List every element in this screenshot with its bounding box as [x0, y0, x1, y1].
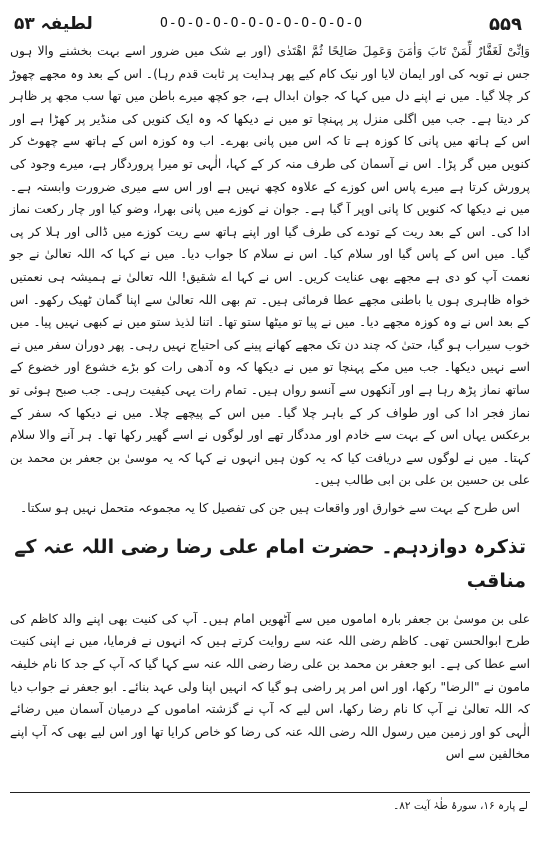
page-header — [10, 10, 530, 40]
section-heading: تذکرہ دوازدہم۔ حضرت امام علی رضا رضی اللہ عنہ کے مناقب — [14, 535, 526, 592]
section-paragraph: علی بن موسیٰ بن جعفر بارہ اماموں میں سے آٹھویں امام ہیں۔ آپ کی کنیت بھی اپنے والد کاظم کی طرح ابوالحسن تھی۔ کاظم رضی اللہ عنہ سے روایت کرتے ہیں کہ انہوں نے فرمایا، میں نے اپنی کنیت اسے عطا کی ہے۔ ابو جعفر بن محمد بن علی رضا رضی اللہ عنہ سے کہا گیا کہ آپ کے جد کا نام خلیفہ مامون نے "الرضا" رکھا، اور اس امر پر راضی ہو گیا کہ انہیں اپنا ولی عہد بنائے۔ ابو جعفر نے جواب دیا کہ اللہ تعالیٰ نے آپ کا نام رضا رکھا، اس لیے کہ آپ نے گزشتہ اماموں کے درمیان آسمان میں رضائے الٰہی کو اور زمین میں رسول اللہ رضی اللہ عنہ کی رضا کو خاص کرایا تھا اور اس لیے بھی کہ آپ اپنے مخالفین سے اس — [10, 611, 530, 762]
chapter-title: لطیفہ ۵۳ — [14, 14, 93, 34]
book-page — [10, 10, 530, 848]
footnote-divider — [10, 792, 530, 793]
page-number: ۵۵۹ — [489, 14, 522, 35]
footnote: لے پارہ ۱۶، سورۂ طٰہٰ آیت ۸۲۔ — [393, 800, 528, 812]
closing-line: اس طرح کے بہت سے خوارق اور واقعات ہیں جن کی تفصیل کا یہ مجموعہ متحمل نہیں ہو سکتا۔ — [20, 500, 520, 515]
body-paragraph — [10, 40, 530, 492]
header-ornament: O-O-O-O-O-O-O-O-O-O-O-O — [160, 16, 364, 31]
quran-verse: وَاِنِّیْ لَغَفَّارٌ لِّمَنْ تَابَ وَاٰمَنَ وَعَمِلَ صَالِحًا ثُمَّ اهْتَدٰی — [276, 44, 531, 58]
paragraph-text: (اور بے شک میں ضرور اسے بہت بخشنے والا ہوں جس نے توبہ کی اور ایمان لایا اور نیک کام کیے پھر ہدایت پر ثابت قدم رہا)۔ اس کے بعد وہ مجھے چھوڑ کر چلا گیا۔ میں نے اپنے دل میں کہا کہ جوان ابدال ہے، جو کچھ میرے باطن میں تھا سب مجھ پر ظاہر کر دیتا ہے۔ جب میں اگلی منزل پر پہنچا تو میں نے دیکھا کہ وہ ایک کنویں کی منڈیر پر کھڑا ہے اور اس کے ہاتھ میں پانی کا کوزہ ہے تا کہ اس میں پانی بھرے۔ اب وہ کوزہ اس کے ہاتھ سے چھوٹ کر کنویں میں گر پڑا۔ اس نے آسمان کی طرف منہ کر کے کہا، الٰہی تو میرا پروردگار ہے، میرے وجود کی پرورش کرتا ہے میرے پاس اس کوزے کے علاوہ کچھ نہیں ہے اور اس سے میری ضرورت وابستہ ہے۔ میں نے دیکھا کہ کنویں کا پانی اوپر آ گیا ہے۔ جوان نے کوزے میں پانی بھرا، وضو کیا اور چار رکعت نماز ادا کی۔ اس کے بعد ریت کے تودے کی طرف گیا اور اپنے ہاتھ سے ریت کوزے میں ڈالی اور ہلا کر پی گیا۔ میں اس کے پاس گیا اور سلام کیا۔ اس نے سلام کا جواب دیا۔ میں نے کہا کہ اللہ تعالیٰ نے جو نعمت آپ کو دی ہے مجھے بھی عنایت کریں۔ اس نے کہا اے شقیق! اللہ تعالیٰ نے ہمیشہ ہی نعمتیں خواہ ظاہری ہوں یا باطنی مجھے عطا فرمائی ہیں۔ تم بھی اللہ تعالیٰ سے اپنا گمان ٹھیک رکھو۔ اس کے بعد اس نے وہ کوزہ مجھے دیا۔ میں نے پیا تو میٹھا ستو تھا۔ اتنا لذیذ ستو میں نے کبھی نہیں پیا۔ میں خوب سیراب ہو گیا، حتیٰ کہ چند دن تک مجھے کھانے پینے کی احتیاج نہیں رہی۔ پھر دوران سفر میں نے اسے نہیں دیکھا۔ جب میں مکے پہنچا تو میں نے دیکھا کہ وہ آدھی رات کو بڑے خشوع اور خضوع کے ساتھ نماز پڑھ رہا ہے اور آنکھوں سے آنسو رواں ہیں۔ تمام رات یہی کیفیت رہی۔ جب صبح ہوئی تو نماز فجر ادا کی اور طواف کر کے باہر چلا گیا۔ میں اس کے پیچھے چلا۔ میں نے دیکھا کہ سفر کے برعکس یہاں اس کے بہت سے خادم اور مددگار تھے اور لوگوں نے اسے گھیر رکھا تھا۔ ہر آنے والا سلام کہتا۔ میں نے لوگوں سے دریافت کیا کہ یہ کون ہیں انہوں نے کہا کہ یہ موسیٰ بن جعفر بن محمد بن علی بن حسین بن علی بن ابی طالب ہیں۔ — [10, 44, 530, 488]
